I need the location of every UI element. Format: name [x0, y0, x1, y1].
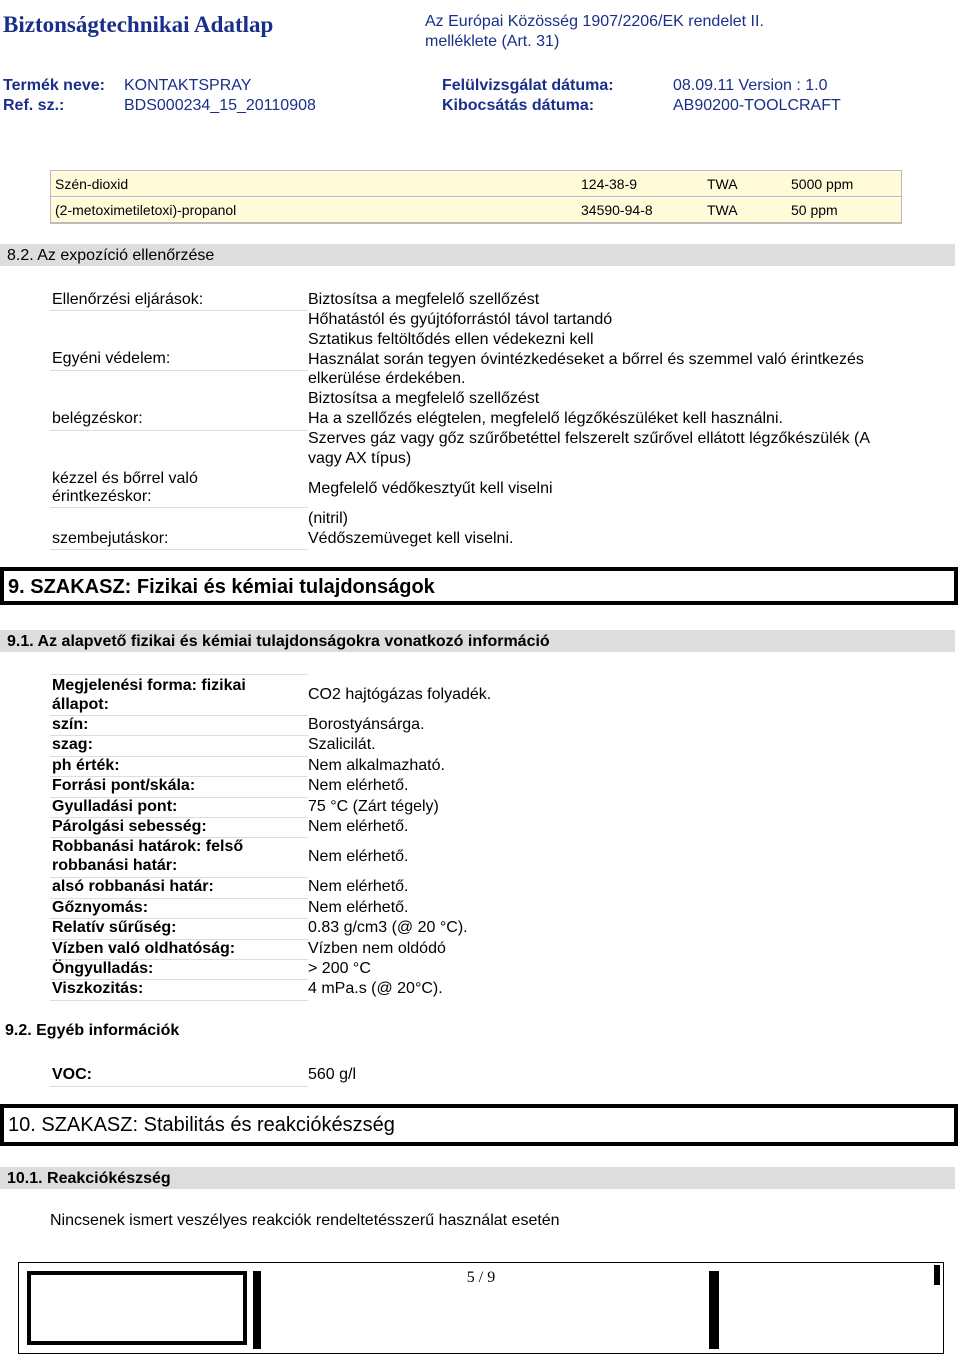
list-item — [50, 919, 468, 939]
exposure-text: elkerülése érdekében. — [308, 370, 466, 387]
property-label: alsó robbanási határ: — [52, 878, 214, 896]
section-9-1-title: 9.1. Az alapvető fizikai és kémiai tulajdonságokra vonatkozó információ — [7, 633, 550, 650]
regulation-reference — [425, 12, 845, 52]
exposure-text: Ha a szellőzés elégtelen, megfelelő légzőkészüléket kell használni. — [308, 410, 783, 427]
skin-contact-label-2: érintkezéskor: — [52, 488, 152, 505]
exposure-text: Hőhatástól és gyújtóforrástól távol tartandó — [308, 311, 613, 328]
divider — [50, 370, 308, 371]
exposure-text: Védőszemüveget kell viselni. — [308, 530, 514, 547]
list-item — [50, 838, 409, 878]
list-item — [50, 736, 376, 756]
document-title: Biztonságtechnikai Adatlap — [3, 12, 274, 37]
page-number: 5 / 9 — [466, 1269, 496, 1286]
limit-value: 5000 ppm — [791, 176, 854, 192]
property-label: Gőznyomás: — [52, 898, 149, 916]
properties-list — [50, 674, 510, 1001]
property-value: Nem elérhető. — [308, 817, 409, 835]
voc-label: VOC: — [52, 1066, 92, 1083]
review-date-label: Felülvizsgálat dátuma: — [442, 77, 614, 94]
property-value: Nem elérhető. — [308, 777, 409, 795]
substance-name: (2-metoximetiletoxi)-propanol — [55, 202, 237, 218]
section-8-2-title: 8.2. Az expozíció ellenőrzése — [7, 247, 215, 264]
property-label: szag: — [52, 736, 93, 754]
exposure-text: (nitril) — [308, 510, 348, 527]
divider — [50, 549, 308, 550]
property-label: állapot: — [52, 696, 109, 713]
voc-value: 560 g/l — [308, 1066, 357, 1083]
exposure-text: Használat során tegyen óvintézkedéseket a bőrrel és szemmel való érintkezés — [308, 351, 864, 368]
property-value: Nem elérhető. — [308, 878, 409, 896]
property-label: Relatív sűrűség: — [52, 919, 177, 937]
exposure-text: vagy AX típus) — [308, 450, 412, 467]
exposure-text: Megfelelő védőkesztyűt kell viselni — [308, 480, 553, 497]
property-label: Vízben való oldhatóság: — [52, 939, 236, 957]
issue-date-label: Kibocsátás dátuma: — [442, 97, 595, 114]
section-9-title: 9. SZAKASZ: Fizikai és kémiai tulajdonságok — [8, 576, 435, 598]
list-item — [50, 716, 425, 736]
page-footer — [18, 1262, 944, 1354]
property-label: Párolgási sebesség: — [52, 817, 207, 835]
property-label: Viszkozitás: — [52, 980, 144, 998]
ref-label: Ref. sz.: — [3, 97, 65, 114]
section-8-2-heading — [0, 244, 955, 266]
list-item — [50, 898, 409, 919]
property-value: Szalicilát. — [308, 736, 376, 754]
property-label: Forrási pont/skála: — [52, 777, 196, 795]
limit-type: TWA — [707, 176, 738, 192]
list-item — [50, 817, 409, 838]
property-value: 75 °C (Zárt tégely) — [308, 797, 439, 815]
section-10-title: 10. SZAKASZ: Stabilitás és reakciókészség — [8, 1114, 395, 1136]
cas-number: 124-38-9 — [581, 176, 638, 192]
list-item — [50, 777, 409, 797]
divider — [50, 430, 308, 431]
list-item — [50, 797, 439, 818]
list-item — [50, 674, 492, 716]
section-10-1-title: 10.1. Reakciókészség — [7, 1170, 171, 1187]
review-date-value: 08.09.11 Version : 1.0 — [673, 77, 828, 94]
limit-type: TWA — [707, 202, 738, 218]
divider — [50, 310, 308, 311]
divider — [50, 507, 308, 508]
divider — [50, 1086, 308, 1087]
property-label: Öngyulladás: — [52, 959, 154, 977]
property-label: robbanási határ: — [52, 857, 178, 875]
section-10-band — [0, 1104, 958, 1146]
reactivity-text: Nincsenek ismert veszélyes reakciók rendeltetésszerű használat esetén — [50, 1212, 560, 1229]
section-9-band — [0, 567, 958, 605]
property-value: Nem alkalmazható. — [308, 756, 445, 774]
section-9-1-heading — [0, 630, 955, 652]
section-9-2-title: 9.2. Egyéb információk — [5, 1022, 180, 1039]
property-value: 0.83 g/cm3 (@ 20 °C). — [308, 919, 468, 937]
property-label: szín: — [52, 716, 89, 733]
regulation-line-1: Az Európai Közösség 1907/2206/EK rendelet II. — [425, 13, 764, 30]
cas-number: 34590-94-8 — [581, 202, 653, 218]
ref-value: BDS000234_15_20110908 — [124, 97, 316, 114]
table-row — [51, 172, 901, 197]
issue-date-value: AB90200-TOOLCRAFT — [673, 97, 841, 114]
property-value: 4 mPa.s (@ 20°C). — [308, 980, 443, 998]
exposure-text: Sztatikus feltöltődés ellen védekezni kell — [308, 331, 594, 348]
product-value: KONTAKTSPRAY — [124, 77, 252, 94]
property-value: CO2 hajtógázas folyadék. — [308, 686, 492, 703]
list-item — [50, 878, 409, 898]
list-item — [50, 980, 443, 1000]
product-label: Termék neve: — [3, 77, 105, 94]
property-value: > 200 °C — [308, 959, 371, 977]
personal-protection-label: Egyéni védelem: — [52, 350, 171, 367]
property-label: Megjelenési forma: fizikai — [52, 677, 246, 694]
list-item — [50, 959, 371, 980]
control-procedures-label: Ellenőrzési eljárások: — [52, 291, 204, 308]
section-10-1-heading — [0, 1167, 955, 1189]
substance-name: Szén-dioxid — [55, 176, 129, 192]
exposure-text: Biztosítsa a megfelelő szellőzést — [308, 291, 540, 308]
eye-contact-label: szembejutáskor: — [52, 530, 169, 547]
property-value: Vízben nem oldódó — [308, 939, 446, 957]
exposure-limits-table — [50, 170, 902, 224]
property-value: Nem elérhető. — [308, 848, 409, 866]
limit-value: 50 ppm — [791, 202, 838, 218]
skin-contact-label-1: kézzel és bőrrel való — [52, 470, 198, 487]
table-row — [51, 198, 901, 223]
exposure-text: Biztosítsa a megfelelő szellőzést — [308, 390, 540, 407]
property-value: Borostyánsárga. — [308, 716, 425, 733]
property-label: ph érték: — [52, 756, 120, 774]
exposure-text: Szerves gáz vagy gőz szűrőbetéttel felszerelt szűrővel ellátott légzőkészülék (A — [308, 430, 871, 447]
list-item — [50, 756, 445, 777]
breathing-label: belégzéskor: — [52, 410, 143, 427]
property-value: Nem elérhető. — [308, 898, 409, 916]
property-label: Robbanási határok: felső — [52, 838, 244, 856]
list-item — [50, 939, 446, 960]
regulation-line-2: melléklete (Art. 31) — [425, 33, 560, 50]
property-label: Gyulladási pont: — [52, 797, 178, 815]
